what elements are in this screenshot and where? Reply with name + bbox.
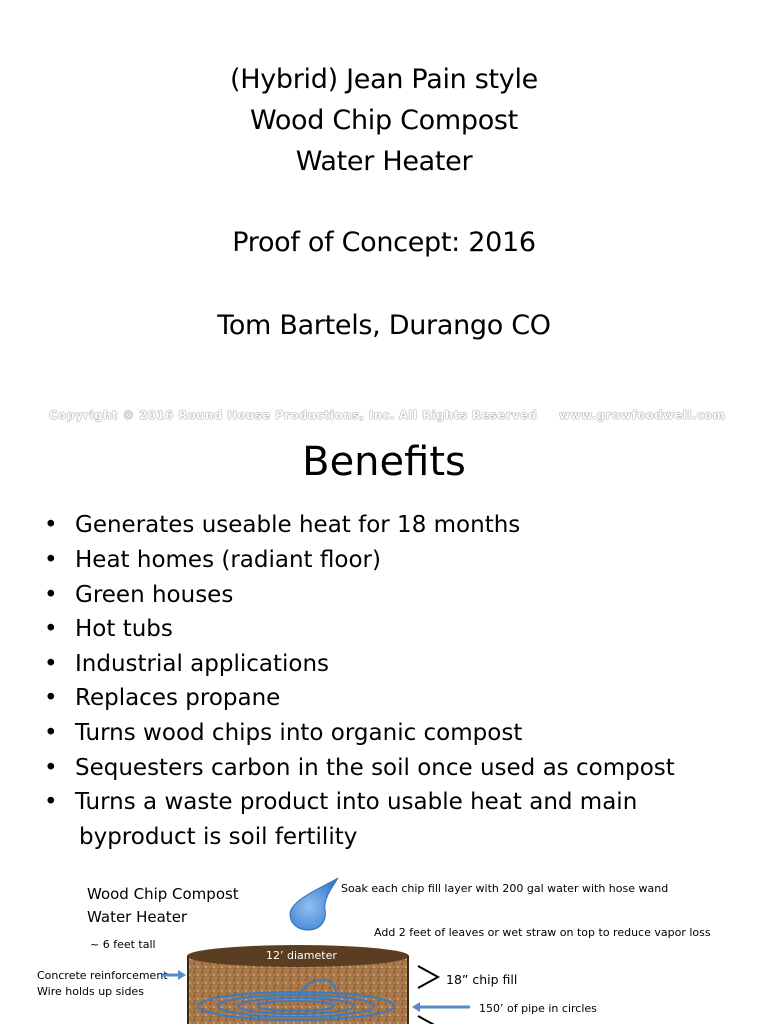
list-item [0,543,768,577]
compost-diagram [0,866,768,1024]
bullet-marker: • [44,720,58,746]
wire-note-line-2: Wire holds up sides [37,985,144,998]
benefit-text: Industrial applications [75,651,330,677]
bullet-marker: • [44,789,58,815]
diagram-title-line-1: Wood Chip Compost [87,885,239,903]
list-item [0,612,768,646]
wire-arrow [162,970,186,980]
title-slide [0,0,768,410]
lower-bracket [418,1016,438,1024]
benefit-text: Turns wood chips into organic compost [75,720,523,746]
chip-fill-label: 18” chip fill [446,972,518,987]
list-item [0,751,768,785]
leaves-note: Add 2 feet of leaves or wet straw on top to reduce vapor loss [374,926,711,939]
list-item [0,578,768,612]
copyright-website: www.growfoodwell.com [559,408,726,422]
list-item [0,508,768,542]
bullet-marker: • [44,512,58,538]
water-drop-icon [290,878,338,930]
diameter-label: 12’ diameter [266,949,337,962]
benefit-text: Green houses [75,582,234,608]
author: Tom Bartels, Durango CO [217,310,551,341]
bullet-marker: • [44,755,58,781]
soak-note: Soak each chip fill layer with 200 gal water with hose wand [341,882,669,895]
benefit-text: Heat homes (radiant floor) [75,547,381,573]
bullet-marker: • [44,547,58,573]
title-line-1: (Hybrid) Jean Pain style [230,64,538,95]
benefit-text: Hot tubs [75,616,173,642]
benefits-title: Benefits [302,439,466,485]
benefit-text-continued: byproduct is soil fertility [79,824,358,850]
list-item [0,716,768,750]
diagram-title-line-2: Water Heater [87,908,188,926]
benefit-text: Sequesters carbon in the soil once used as compost [75,755,675,781]
title-line-3: Water Heater [295,146,473,177]
pipe-arrow [412,1002,470,1012]
list-item [0,785,768,855]
list-item [0,681,768,715]
bullet-marker: • [44,651,58,677]
benefit-text: Turns a waste product into usable heat and main [75,789,638,815]
subtitle: Proof of Concept: 2016 [232,227,536,258]
benefit-text: Generates useable heat for 18 months [75,512,521,538]
copyright-rights: All Rights Reserved [399,408,538,422]
copyright-bar [0,406,768,426]
bullet-marker: • [44,616,58,642]
list-item [0,647,768,681]
copyright-notice: Copyright © 2016 Round House Productions, Inc. [49,408,396,422]
pipe-label: 150’ of pipe in circles [479,1002,597,1015]
benefit-text: Replaces propane [75,685,281,711]
diagram-graphics [0,866,768,1024]
chip-fill-bracket [418,966,438,988]
bullet-marker: • [44,582,58,608]
bullet-marker: • [44,685,58,711]
height-note: ~ 6 feet tall [90,938,156,951]
wire-note-line-1: Concrete reinforcement [37,969,168,982]
title-line-2: Wood Chip Compost [250,105,518,136]
